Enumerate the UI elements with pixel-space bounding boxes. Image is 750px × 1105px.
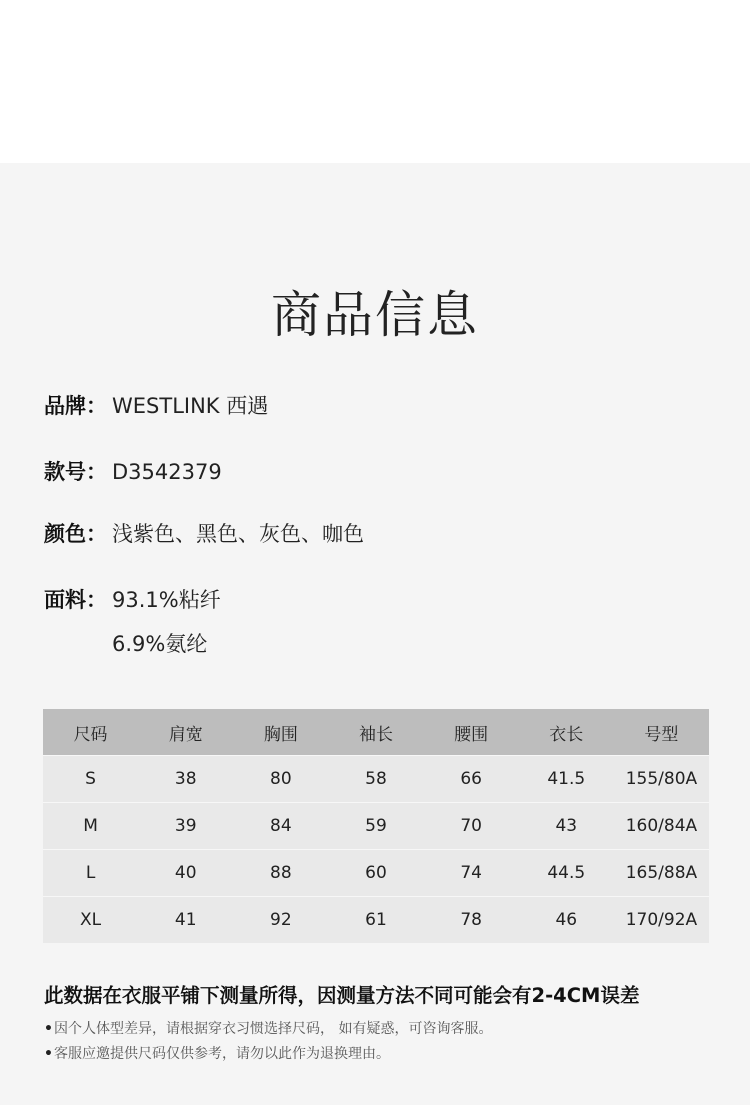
header-fit: 号型 bbox=[614, 709, 709, 756]
color-label: 颜色： bbox=[44, 522, 107, 546]
style-number-label: 款号： bbox=[44, 460, 107, 484]
table-cell: XL bbox=[43, 897, 138, 944]
note-line-2 bbox=[44, 1043, 390, 1063]
table-cell: 38 bbox=[138, 756, 233, 803]
table-cell: 39 bbox=[138, 803, 233, 850]
header-size: 尺码 bbox=[43, 709, 138, 756]
table-cell: 41 bbox=[138, 897, 233, 944]
section-title: 商品信息 bbox=[271, 286, 479, 344]
header-chest: 胸围 bbox=[233, 709, 328, 756]
table-row bbox=[43, 756, 709, 803]
bullet-icon: • bbox=[44, 1046, 53, 1062]
brand-value: WESTLINK 西遇 bbox=[112, 394, 269, 418]
fabric-value-2: 6.9%氨纶 bbox=[112, 632, 208, 656]
style-number-row bbox=[44, 456, 222, 486]
table-cell: L bbox=[43, 850, 138, 897]
table-row bbox=[43, 850, 709, 897]
brand-row bbox=[44, 390, 268, 420]
table-cell: 66 bbox=[424, 756, 519, 803]
brand-label: 品牌： bbox=[44, 394, 107, 418]
table-row bbox=[43, 897, 709, 944]
table-cell: 46 bbox=[519, 897, 614, 944]
table-cell: 41.5 bbox=[519, 756, 614, 803]
table-cell: 44.5 bbox=[519, 850, 614, 897]
fabric-row bbox=[44, 584, 221, 614]
table-cell: 84 bbox=[233, 803, 328, 850]
table-row bbox=[43, 803, 709, 850]
header-length: 衣长 bbox=[519, 709, 614, 756]
table-cell: 61 bbox=[328, 897, 423, 944]
table-cell: 40 bbox=[138, 850, 233, 897]
table-cell: M bbox=[43, 803, 138, 850]
style-number-value: D3542379 bbox=[112, 460, 222, 484]
table-cell: 60 bbox=[328, 850, 423, 897]
note-line-2-text: 客服应邀提供尺码仅供参考，请勿以此作为退换理由。 bbox=[54, 1046, 390, 1062]
fabric-value-1: 93.1%粘纤 bbox=[112, 588, 221, 612]
table-cell: 170/92A bbox=[614, 897, 709, 944]
fabric-label: 面料： bbox=[44, 588, 107, 612]
table-cell: 80 bbox=[233, 756, 328, 803]
table-cell: 58 bbox=[328, 756, 423, 803]
table-cell: 78 bbox=[424, 897, 519, 944]
table-cell: S bbox=[43, 756, 138, 803]
note-line-1-text: 因个人体型差异，请根据穿衣习惯选择尺码， 如有疑惑，可咨询客服。 bbox=[54, 1021, 493, 1037]
table-cell: 155/80A bbox=[614, 756, 709, 803]
note-line-1 bbox=[44, 1018, 492, 1038]
measurement-note: 此数据在衣服平铺下测量所得，因测量方法不同可能会有2-4CM误差 bbox=[44, 984, 640, 1007]
header-waist: 腰围 bbox=[424, 709, 519, 756]
size-table bbox=[43, 709, 709, 943]
table-cell: 59 bbox=[328, 803, 423, 850]
size-table-header-row bbox=[43, 709, 709, 756]
table-cell: 74 bbox=[424, 850, 519, 897]
color-row bbox=[44, 518, 364, 548]
top-blank-area bbox=[0, 0, 750, 163]
header-shoulder: 肩宽 bbox=[138, 709, 233, 756]
color-value: 浅紫色、黑色、灰色、咖色 bbox=[112, 522, 364, 546]
table-cell: 88 bbox=[233, 850, 328, 897]
bullet-icon: • bbox=[44, 1021, 53, 1037]
table-cell: 165/88A bbox=[614, 850, 709, 897]
header-sleeve: 袖长 bbox=[328, 709, 423, 756]
table-cell: 43 bbox=[519, 803, 614, 850]
table-cell: 92 bbox=[233, 897, 328, 944]
product-info-panel bbox=[0, 163, 750, 1105]
table-cell: 160/84A bbox=[614, 803, 709, 850]
table-cell: 70 bbox=[424, 803, 519, 850]
